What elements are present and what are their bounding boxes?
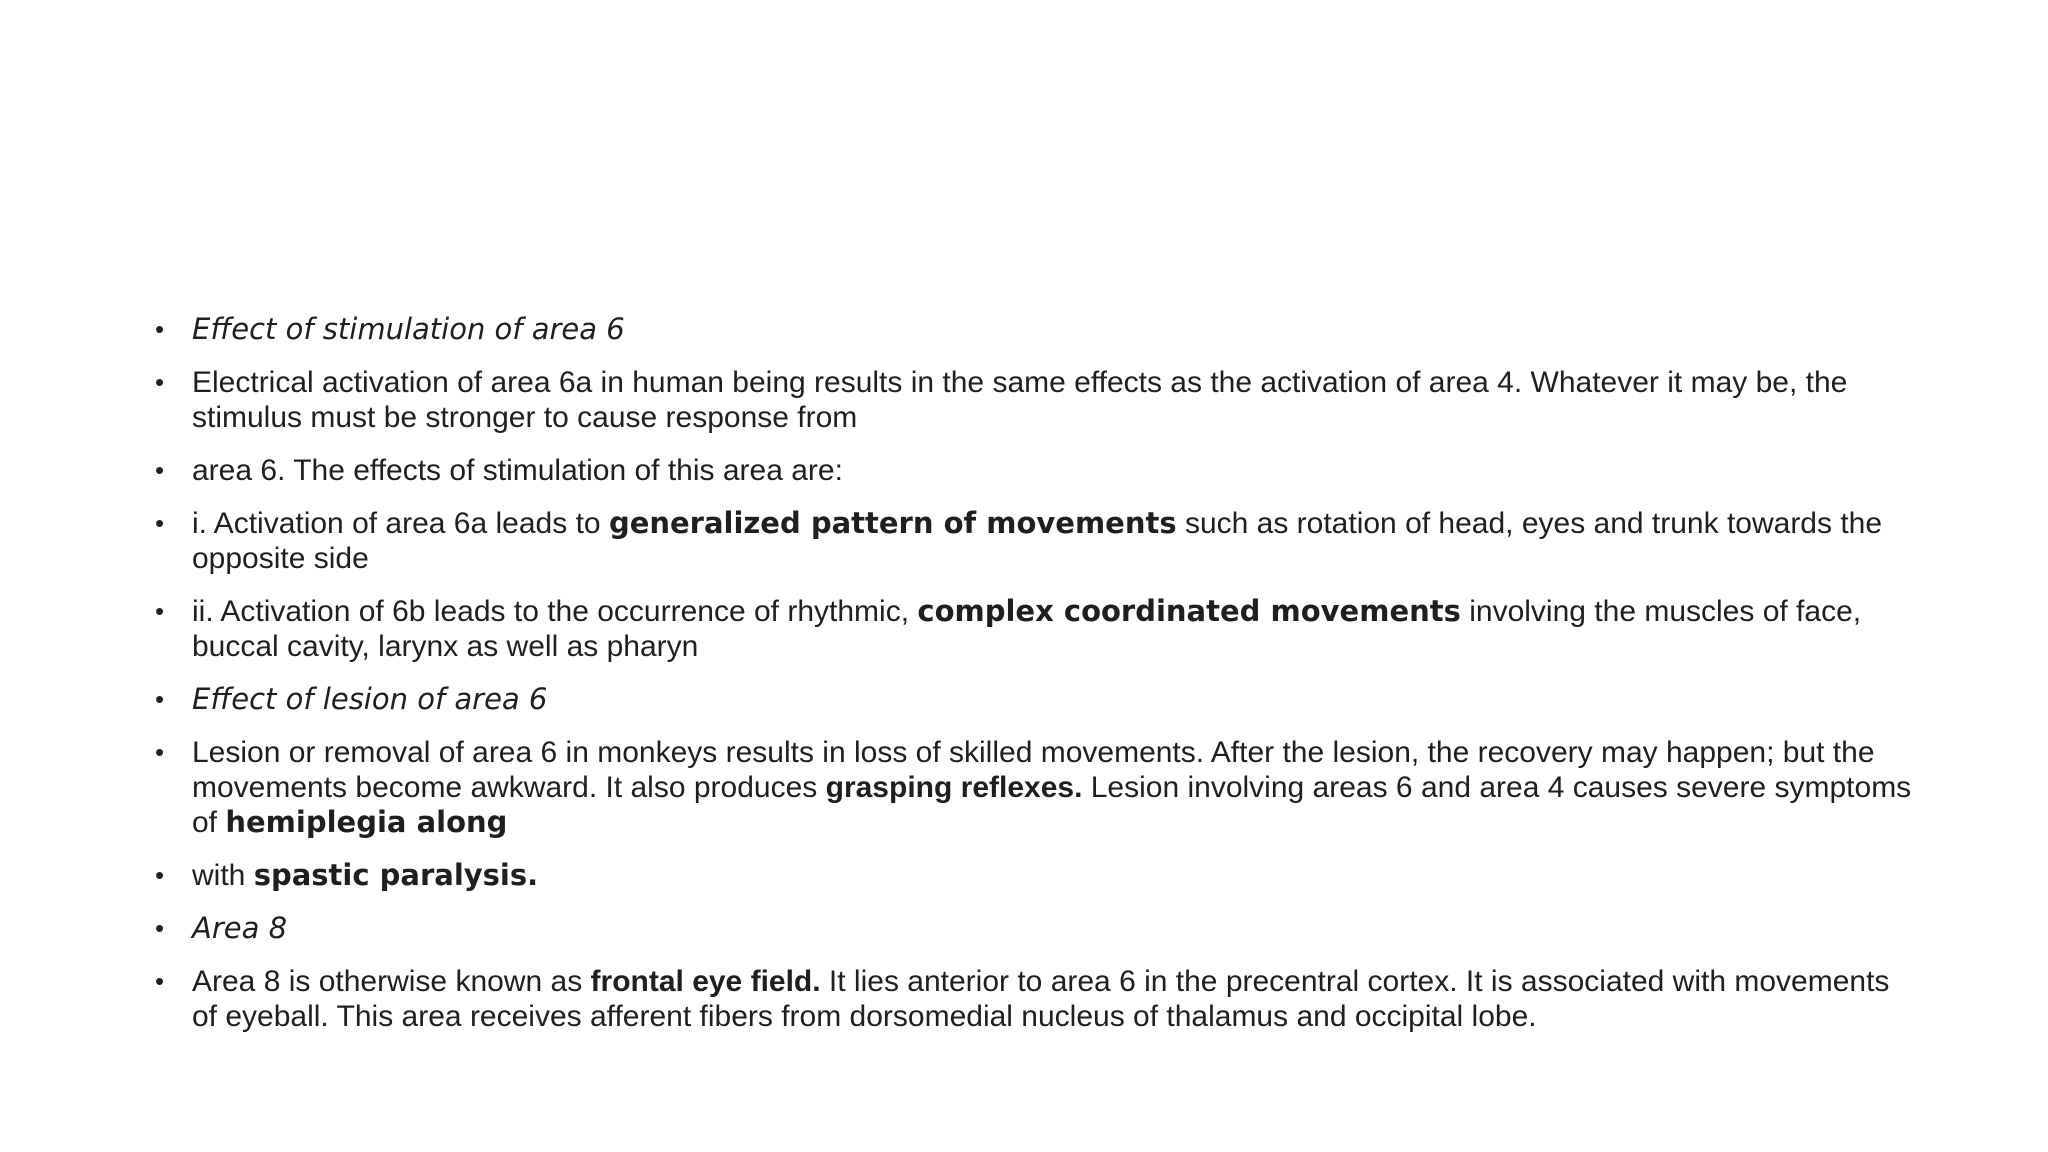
bullet-dot-icon: •: [155, 737, 165, 767]
bullet-item: [152, 453, 1912, 488]
section-heading: Area 8: [192, 911, 288, 945]
bullet-item: [152, 594, 1912, 664]
bullet-dot-icon: •: [155, 455, 165, 485]
bullet-item: [152, 312, 1912, 347]
section-heading: Effect of stimulation of area 6: [192, 312, 625, 346]
bullet-item: [152, 858, 1912, 893]
bullet-dot-icon: •: [155, 508, 165, 538]
bullet-text: It lies anterior to area 6 in the precentral cortex. It is associated with movements of eyeball. This area receives afferent fibers from dorsomedial nucleus of thalamus and occipital lobe.: [192, 965, 1890, 1033]
bullet-dot-icon: •: [155, 966, 165, 996]
bullet-item: [152, 365, 1912, 435]
bullet-text: Electrical activation of area 6a in human being results in the same effects as the activation of area 4. Whatever it may be, the stimulus must be stronger to cause response from: [192, 366, 1848, 434]
bullet-list: [152, 312, 1912, 1052]
bullet-text: area 6. The effects of stimulation of this area are:: [192, 454, 843, 487]
bullet-emphasis: generalized pattern of movements: [608, 506, 1177, 540]
bullet-text: i. Activation of area 6a leads to: [192, 507, 609, 540]
bullet-text: involving the muscles of face, buccal cavity, larynx as well as pharyn: [192, 595, 1862, 663]
bullet-item: [152, 964, 1912, 1034]
bullet-text: Area 8 is otherwise known as: [192, 965, 591, 998]
bullet-text: Lesion or removal of area 6 in monkeys results in loss of skilled movements. After the lesion, the recovery may happen; but the movements become awkward. It also produces: [192, 736, 1875, 804]
bullet-emphasis: hemiplegia along: [225, 805, 508, 839]
bullet-emphasis: complex coordinated movements: [917, 594, 1461, 628]
bullet-text: ii. Activation of 6b leads to the occurrence of rhythmic,: [192, 595, 918, 628]
section-heading: Effect of lesion of area 6: [192, 682, 548, 716]
bullet-dot-icon: •: [155, 913, 165, 943]
bullet-emphasis: grasping reflexes.: [825, 771, 1083, 804]
bullet-dot-icon: •: [155, 684, 165, 714]
bullet-text: such as rotation of head, eyes and trunk towards the opposite side: [192, 507, 1883, 575]
bullet-dot-icon: •: [155, 596, 165, 626]
bullet-dot-icon: •: [155, 860, 165, 890]
bullet-item: [152, 506, 1912, 576]
bullet-text: Lesion involving areas 6 and area 4 causes severe symptoms of: [192, 771, 1912, 839]
bullet-item: [152, 911, 1912, 946]
bullet-dot-icon: •: [155, 367, 165, 397]
bullet-text: with: [192, 859, 254, 892]
bullet-emphasis: spastic paralysis.: [253, 858, 539, 892]
bullet-item: [152, 682, 1912, 717]
bullet-emphasis: frontal eye field.: [590, 965, 821, 998]
bullet-item: [152, 735, 1912, 840]
bullet-dot-icon: •: [155, 314, 165, 344]
